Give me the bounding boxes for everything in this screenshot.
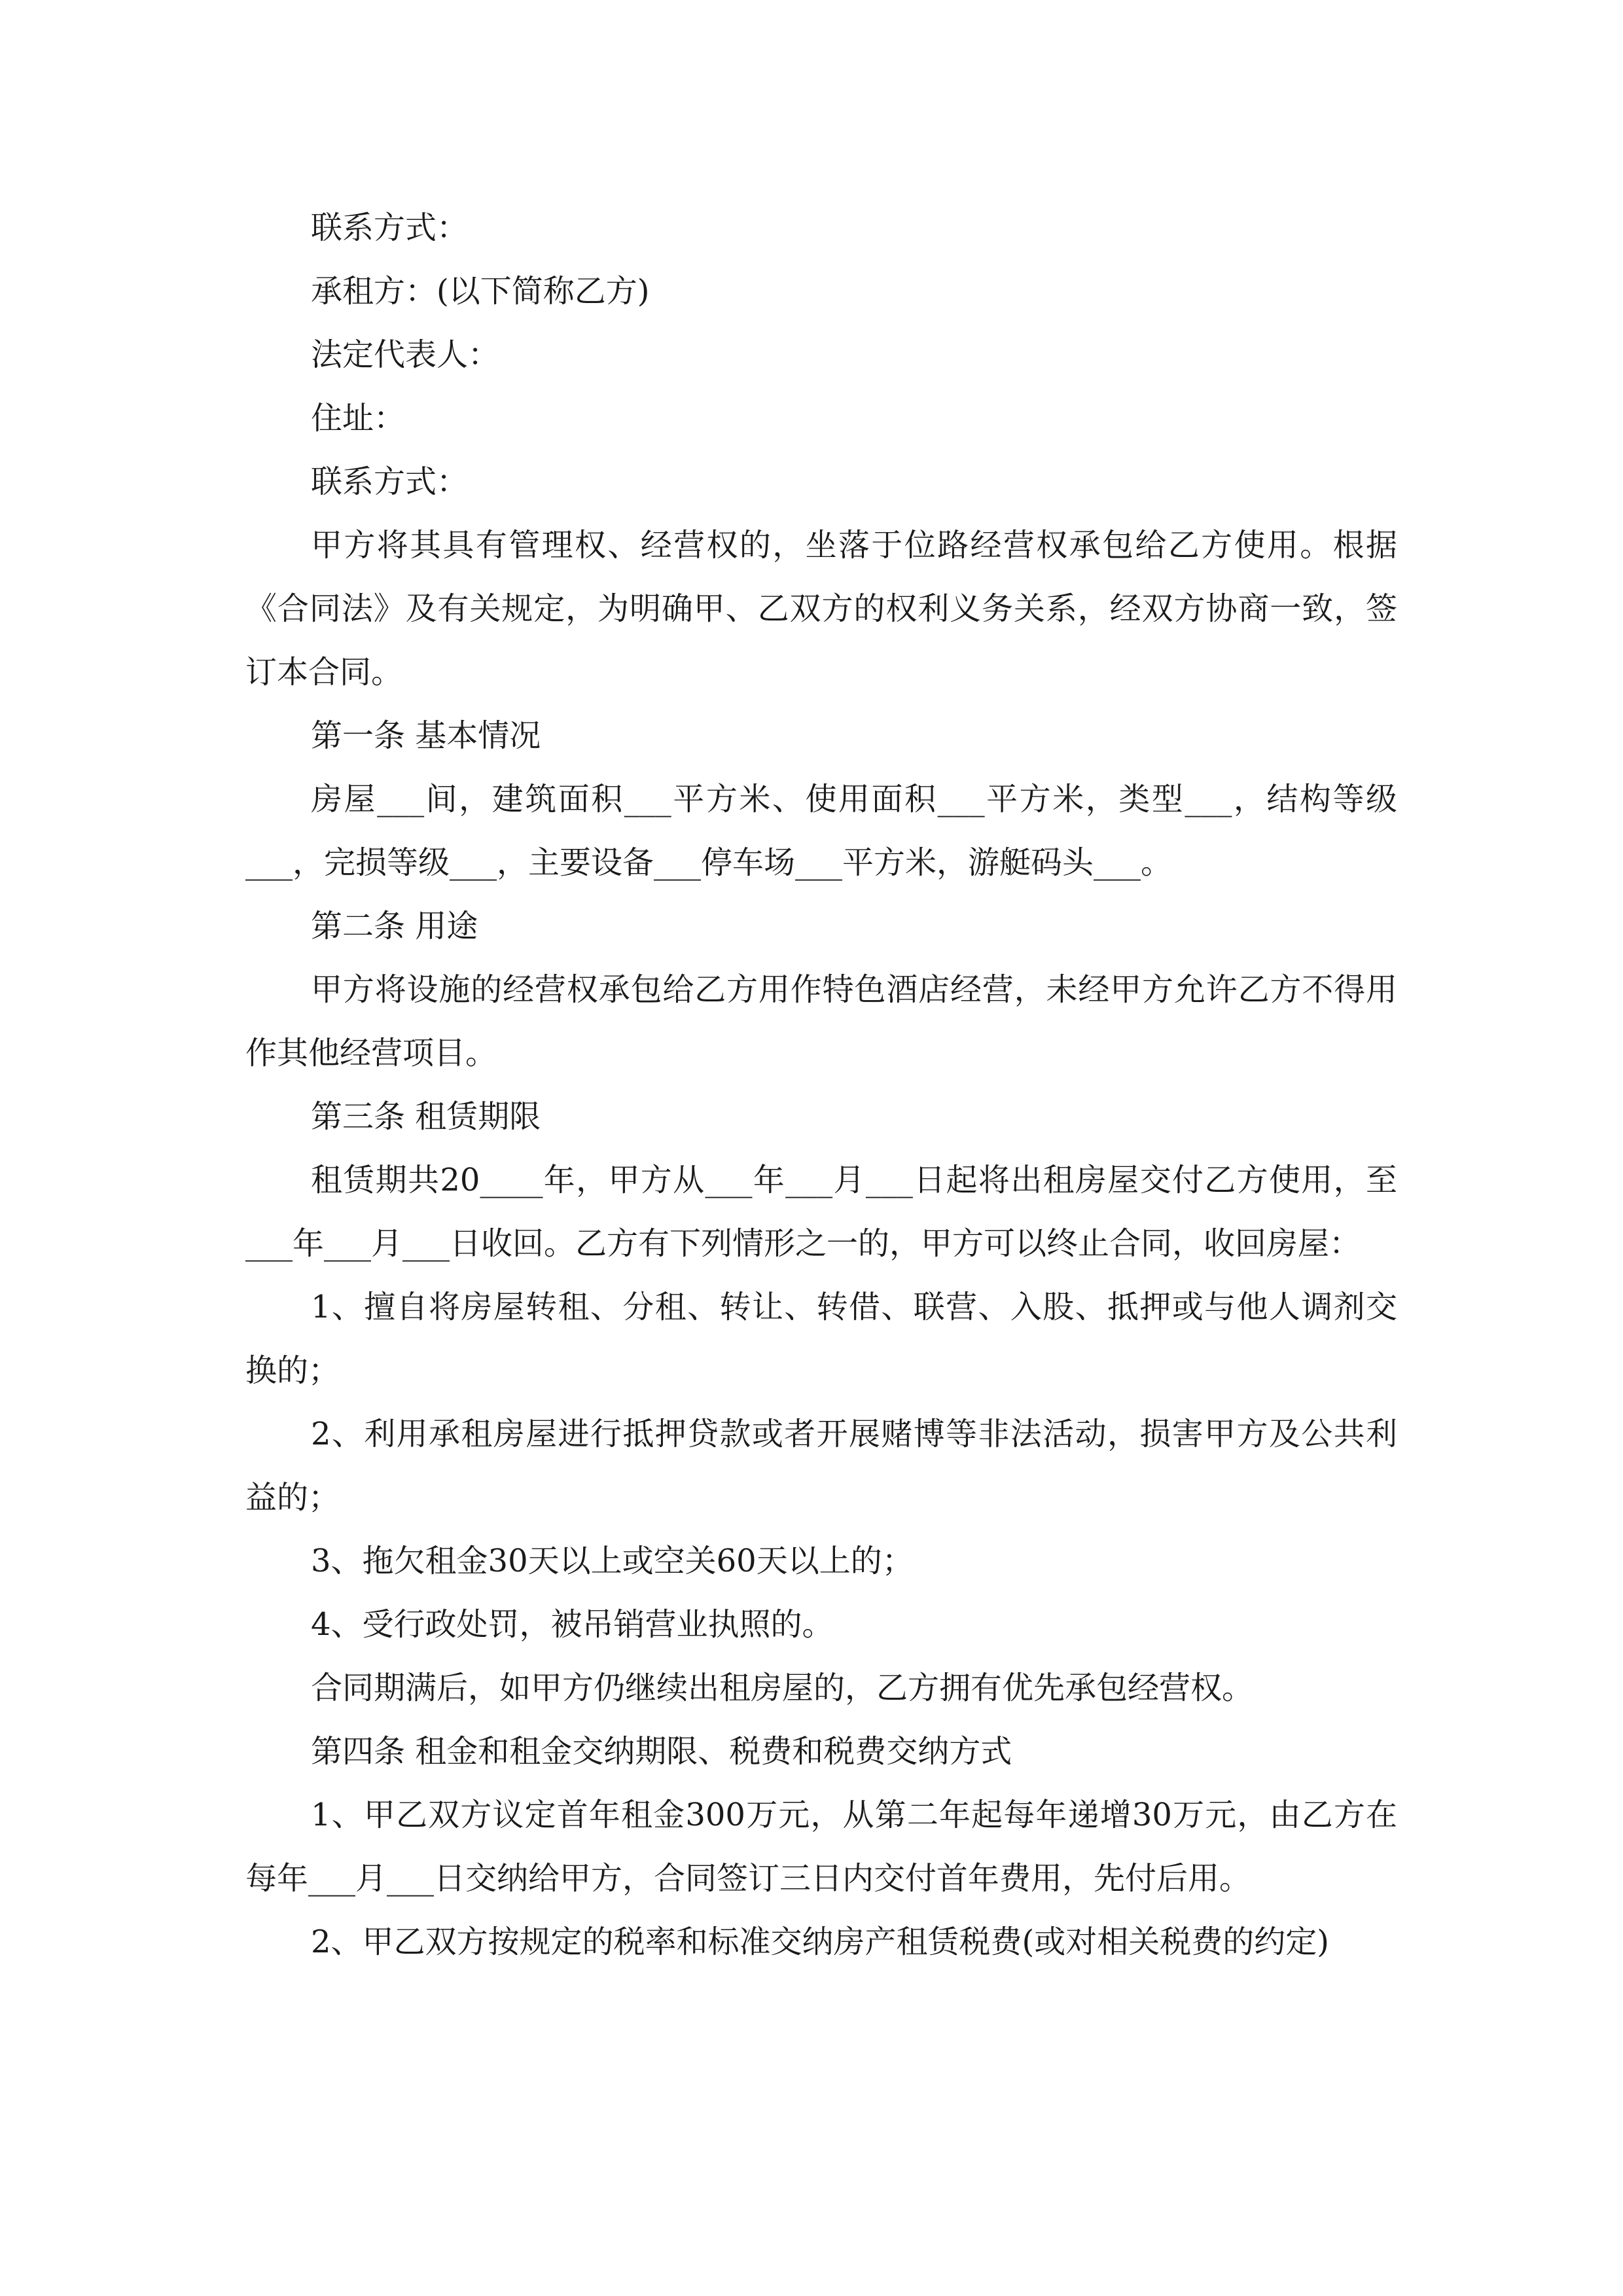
article-3-clause-2: 2、利用承租房屋进行抵押贷款或者开展赌博等非法活动，损害甲方及公共利益的； [245,1416,1397,1516]
preamble-paragraph: 甲方将其具有管理权、经营权的，坐落于位路经营权承包给乙方使用。根据《合同法》及有关规定，为明确甲、乙双方的权利义务关系，经双方协商一致，签订本合同。 [245,527,1397,691]
article-2-body: 甲方将设施的经营权承包给乙方用作特色酒店经营，未经甲方允许乙方不得用作其他经营项目。 [245,971,1397,1071]
article-4-clause-2: 2、甲乙双方按规定的税率和标准交纳房产租赁税费(或对相关税费的约定) [311,1924,1329,1960]
article-3-clause-3: 3、拖欠租金30天以上或空关60天以上的； [311,1543,914,1579]
contact-line-lessor: 联系方式： [311,209,469,246]
article-4-clause-1: 1、甲乙双方议定首年租金300万元，从第二年起每年递增30万元，由乙方在每年___月___日交纳给甲方，合同签订三日内交付首年费用，先付后用。 [245,1797,1397,1897]
article-4-heading: 第四条 租金和租金交纳期限、税费和税费交纳方式 [311,1733,1012,1770]
document-body [245,196,1397,1974]
article-3-clause-4: 4、受行政处罚，被吊销营业执照的。 [311,1606,834,1643]
contact-line-lessee: 联系方式： [311,463,469,500]
article-3-body: 租赁期共20____年，甲方从___年___月___日起将出租房屋交付乙方使用，至___年___月___日收回。乙方有下列情形之一的，甲方可以终止合同，收回房屋： [245,1162,1397,1262]
lessee-line: 承租方：(以下简称乙方) [311,273,650,310]
article-3-clause-1: 1、擅自将房屋转租、分租、转让、转借、联营、入股、抵押或与他人调剂交换的； [245,1289,1397,1389]
address-line: 住址： [311,400,406,437]
article-1-heading: 第一条 基本情况 [311,717,541,754]
article-2-heading: 第二条 用途 [311,908,478,944]
article-3-renewal: 合同期满后，如甲方仍继续出租房屋的，乙方拥有优先承包经营权。 [311,1670,1254,1706]
legal-representative-line: 法定代表人： [311,336,500,373]
article-1-body: 房屋___间，建筑面积___平方米、使用面积___平方米，类型___，结构等级___，完损等级___，主要设备___停车场___平方米，游艇码头___。 [245,781,1397,881]
article-3-heading: 第三条 租赁期限 [311,1098,541,1135]
